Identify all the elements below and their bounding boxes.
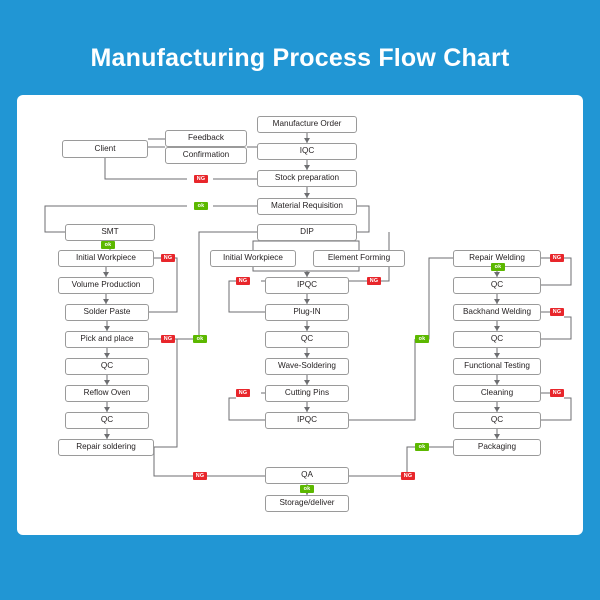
tag-ng-cutting-pins: NG: [236, 389, 250, 397]
node-manufacture-order[interactable]: Manufacture Order: [257, 116, 357, 133]
tag-ng-qa-left: NG: [193, 472, 207, 480]
node-material-requisition[interactable]: Material Requisition: [257, 198, 357, 215]
node-solder-paste[interactable]: Solder Paste: [65, 304, 149, 321]
tag-ng-cleaning: NG: [550, 389, 564, 397]
tag-ng-pick-and-place: NG: [161, 335, 175, 343]
node-backhand-welding[interactable]: Backhand Welding: [453, 304, 541, 321]
node-dip[interactable]: DIP: [257, 224, 357, 241]
node-stock-preparation[interactable]: Stock preparation: [257, 170, 357, 187]
tag-ok-qa: ok: [300, 485, 314, 493]
tag-ok-smt-output: ok: [193, 335, 207, 343]
tag-ng-repair-welding: NG: [550, 254, 564, 262]
flow-diagram: [17, 95, 583, 535]
node-element-forming[interactable]: Element Forming: [313, 250, 405, 267]
node-plug-in[interactable]: Plug-IN: [265, 304, 349, 321]
tag-ng-qa-right: NG: [401, 472, 415, 480]
tag-ng-ipqc-right: NG: [367, 277, 381, 285]
tag-ng-backhand-welding: NG: [550, 308, 564, 316]
node-smt-initial-workpiece[interactable]: Initial Workpiece: [58, 250, 154, 267]
node-pick-and-place[interactable]: Pick and place: [65, 331, 149, 348]
node-smt-qc-1[interactable]: QC: [65, 358, 149, 375]
node-functional-testing[interactable]: Functional Testing: [453, 358, 541, 375]
tag-ng-ipqc-left: NG: [236, 277, 250, 285]
node-feedback[interactable]: Feedback: [165, 130, 247, 147]
node-reflow-oven[interactable]: Reflow Oven: [65, 385, 149, 402]
node-confirmation[interactable]: Confirmation: [165, 147, 247, 164]
node-repair-soldering[interactable]: Repair soldering: [58, 439, 154, 456]
node-repair-welding[interactable]: Repair Welding: [453, 250, 541, 267]
node-iqc[interactable]: IQC: [257, 143, 357, 160]
tag-ok-dip-output: ok: [415, 335, 429, 343]
node-storage-deliver[interactable]: Storage/deliver: [265, 495, 349, 512]
node-wave-soldering[interactable]: Wave-Soldering: [265, 358, 349, 375]
node-cleaning[interactable]: Cleaning: [453, 385, 541, 402]
tag-ok-smt: ok: [101, 241, 115, 249]
node-cutting-pins[interactable]: Cutting Pins: [265, 385, 349, 402]
diagram-canvas: [17, 95, 583, 535]
node-backhand-welding-qc[interactable]: QC: [453, 331, 541, 348]
node-dip-initial-workpiece[interactable]: Initial Workpiece: [210, 250, 296, 267]
node-ipqc-1[interactable]: IPQC: [265, 277, 349, 294]
node-packaging[interactable]: Packaging: [453, 439, 541, 456]
tag-ng-smt-initial-workpiece: NG: [161, 254, 175, 262]
node-client[interactable]: Client: [62, 140, 148, 158]
tag-ok-packaging: ok: [415, 443, 429, 451]
node-smt[interactable]: SMT: [65, 224, 155, 241]
node-smt-qc-2[interactable]: QC: [65, 412, 149, 429]
tag-ok-repair-welding: ok: [491, 263, 505, 271]
page-title: Manufacturing Process Flow Chart: [90, 44, 510, 72]
node-cleaning-qc[interactable]: QC: [453, 412, 541, 429]
node-ipqc-2[interactable]: IPQC: [265, 412, 349, 429]
tag-ng-stock-preparation: NG: [194, 175, 208, 183]
node-qa[interactable]: QA: [265, 467, 349, 484]
node-repair-welding-qc[interactable]: QC: [453, 277, 541, 294]
tag-ok-material-requisition: ok: [194, 202, 208, 210]
node-volume-production[interactable]: Volume Production: [58, 277, 154, 294]
node-dip-qc[interactable]: QC: [265, 331, 349, 348]
